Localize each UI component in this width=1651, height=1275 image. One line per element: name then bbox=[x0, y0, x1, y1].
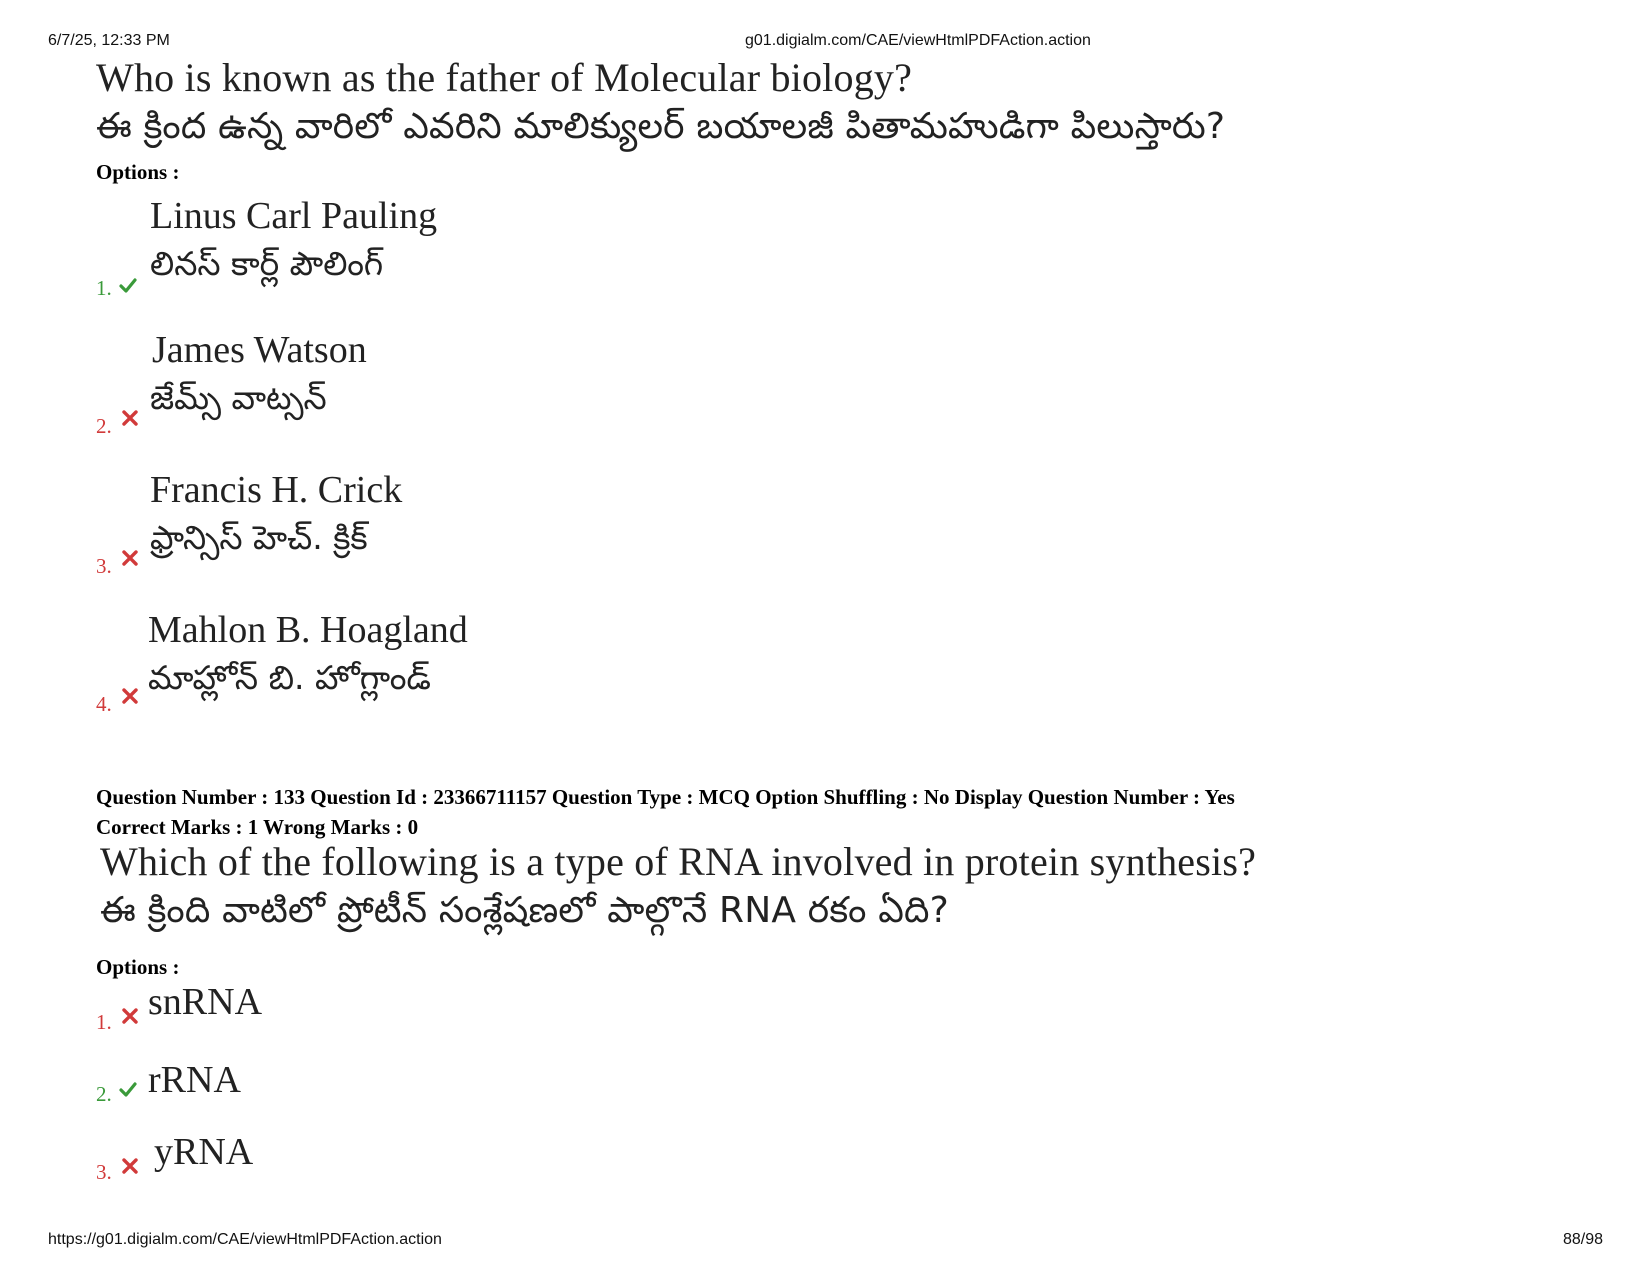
cross-icon bbox=[120, 408, 140, 428]
print-timestamp: 6/7/25, 12:33 PM bbox=[48, 32, 170, 49]
q2-option-3-text-en: yRNA bbox=[154, 1131, 254, 1173]
cross-icon bbox=[120, 1006, 140, 1026]
question-2-meta-line-2: Correct Marks : 1 Wrong Marks : 0 bbox=[96, 815, 419, 839]
question-1-text-te: ఈ క్రింద ఉన్న వారిలో ఎవరిని మాలిక్యులర్ బయాలజీ పితామహుడిగా పిలుస్తారు? bbox=[96, 106, 1226, 147]
question-1-text-en: Who is known as the father of Molecular biology? bbox=[96, 55, 913, 100]
q1-option-4-number: 4. bbox=[96, 692, 112, 716]
q1-option-3-text-te: ఫ్రాన్సిస్ హెచ్. క్రిక్ bbox=[150, 518, 368, 557]
cross-icon bbox=[120, 686, 140, 706]
print-footer-url: https://g01.digialm.com/CAE/viewHtmlPDFAction.action bbox=[48, 1231, 442, 1248]
q1-option-1-text-en: Linus Carl Pauling bbox=[150, 195, 438, 237]
q1-option-2-number: 2. bbox=[96, 414, 112, 438]
page-indicator: 88/98 bbox=[1562, 1231, 1603, 1248]
cross-icon bbox=[120, 548, 140, 568]
q1-option-3-text-en: Francis H. Crick bbox=[150, 469, 403, 511]
q1-option-4-text-en: Mahlon B. Hoagland bbox=[148, 609, 468, 651]
print-header-url: g01.digialm.com/CAE/viewHtmlPDFAction.action bbox=[745, 32, 1091, 49]
q2-option-1-text-en: snRNA bbox=[148, 981, 263, 1023]
q2-option-1-number: 1. bbox=[96, 1010, 112, 1034]
question-2-text-te: ఈ క్రింది వాటిలో ప్రోటీన్ సంశ్లేషణలో పాల్గొనే RNA రకం ఏది? bbox=[100, 890, 949, 931]
q1-option-2-text-en: James Watson bbox=[152, 329, 367, 371]
q1-option-1-number: 1. bbox=[96, 276, 112, 300]
question-1-options-label: Options : bbox=[96, 160, 180, 184]
check-icon bbox=[118, 1080, 138, 1100]
q1-option-4-text-te: మాహ్లోన్ బి. హోగ్లాండ్ bbox=[148, 658, 431, 697]
print-header bbox=[48, 32, 1603, 52]
question-2-options-label: Options : bbox=[96, 955, 180, 979]
check-icon bbox=[118, 276, 138, 296]
question-2-text-en: Which of the following is a type of RNA involved in protein synthesis? bbox=[100, 839, 1257, 884]
print-footer bbox=[48, 1231, 1603, 1251]
q1-option-2-text-te: జేమ్స్ వాట్సన్ bbox=[150, 378, 327, 417]
cross-icon bbox=[120, 1156, 140, 1176]
q1-option-3-number: 3. bbox=[96, 554, 112, 578]
q1-option-1-text-te: లినస్ కార్ల్ పౌలింగ్ bbox=[150, 244, 384, 283]
q2-option-3-number: 3. bbox=[96, 1160, 112, 1184]
question-2-meta-line-1: Question Number : 133 Question Id : 23366711157 Question Type : MCQ Option Shuffling : No Display Question Number : Yes bbox=[96, 785, 1235, 809]
q2-option-2-number: 2. bbox=[96, 1082, 112, 1106]
q2-option-2-text-en: rRNA bbox=[148, 1059, 241, 1101]
